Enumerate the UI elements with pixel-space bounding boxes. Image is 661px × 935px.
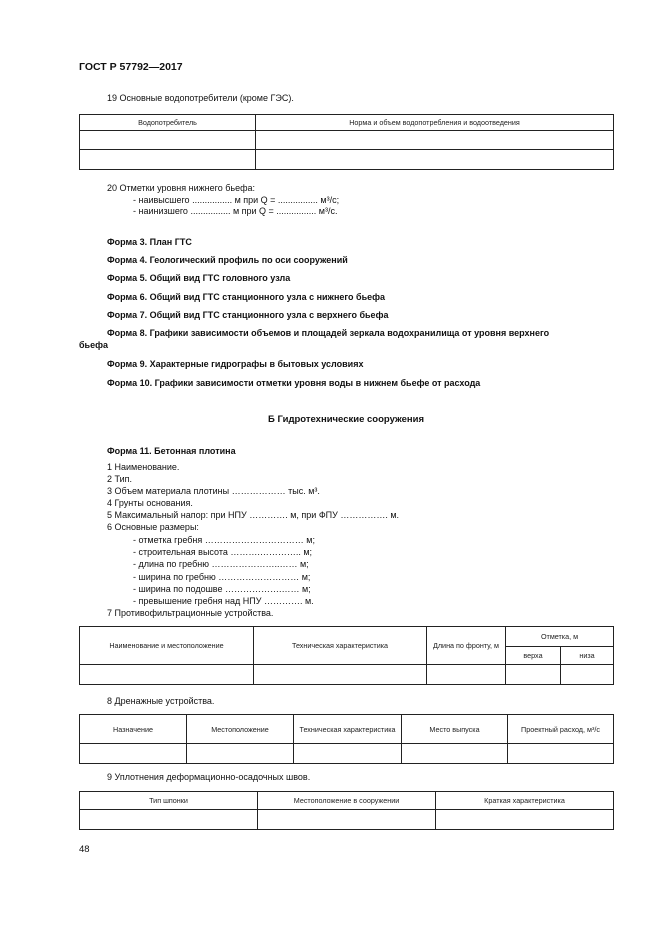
form-8-continued: бьефа — [79, 340, 108, 350]
form-3: Форма 3. План ГТС — [107, 237, 192, 247]
form-11-line-5: 5 Максимальный напор: при НПУ …………. м, при ФПУ ……………. м. — [107, 510, 400, 520]
dim-construction-height: - строительная высота ……….………….. м; — [133, 547, 313, 557]
table-row — [80, 665, 614, 685]
form-11-line-2: 2 Тип. — [107, 474, 133, 484]
col-purpose: Назначение — [80, 715, 187, 744]
col-elevation: Отметка, м — [506, 627, 614, 647]
form-5: Форма 5. Общий вид ГТС головного узла — [107, 273, 291, 283]
item-7-text: 7 Противофильтрационные устройства. — [107, 608, 274, 618]
col-water-consumer: Водопотребитель — [80, 115, 256, 131]
item-9-text: 9 Уплотнения деформационно-осадочных швов. — [107, 772, 311, 782]
form-7: Форма 7. Общий вид ГТС станционного узла с верхнего бьефа — [107, 310, 389, 320]
seal-joints-table — [79, 791, 614, 830]
anti-filtration-table — [79, 626, 614, 685]
page-header: ГОСТ Р 57792—2017 — [79, 61, 183, 73]
col-elevation-bottom: низа — [561, 647, 614, 665]
col-location-in-structure: Местоположение в сооружении — [258, 792, 436, 810]
form-4: Форма 4. Геологический профиль по оси сооружений — [107, 255, 348, 265]
form-10: Форма 10. Графики зависимости отметки уровня воды в нижнем бьефе от расхода — [107, 378, 481, 388]
form-11-title: Форма 11. Бетонная плотина — [107, 446, 236, 456]
item-20-line1: - наивысшего ................ м при Q = ................ м³/с; — [133, 195, 340, 205]
form-11-line-6: 6 Основные размеры: — [107, 522, 199, 532]
col-key-type: Тип шпонки — [80, 792, 258, 810]
col-location: Местоположение — [187, 715, 294, 744]
drainage-table — [79, 714, 614, 764]
col-tech-spec: Техническая характеристика — [254, 627, 427, 665]
col-tech-spec: Техническая характеристика — [294, 715, 402, 744]
form-6: Форма 6. Общий вид ГТС станционного узла с нижнего бьефа — [107, 292, 385, 302]
item-20-title: 20 Отметки уровня нижнего бьефа: — [107, 183, 255, 193]
water-consumers-table — [79, 114, 614, 170]
col-outlet-place: Место выпуска — [402, 715, 508, 744]
item-19-text: 19 Основные водопотребители (кроме ГЭС). — [107, 93, 294, 103]
section-title: Б Гидротехнические сооружения — [268, 414, 424, 425]
form-11-line-3: 3 Объем материала плотины ……………… тыс. м³. — [107, 486, 320, 496]
form-8: Форма 8. Графики зависимости объемов и площадей зеркала водохранилища от уровня верхнего — [107, 328, 550, 338]
dim-crest-above-npu: - превышение гребня над НПУ …………. м. — [133, 596, 314, 606]
col-design-discharge: Проектный расход, м³/с — [508, 715, 614, 744]
form-11-line-1: 1 Наименование. — [107, 462, 180, 472]
table-row — [80, 131, 614, 150]
form-9: Форма 9. Характерные гидрографы в бытовых условиях — [107, 359, 364, 369]
col-elevation-top: верха — [506, 647, 561, 665]
item-20-line2: - наинизшего ................ м при Q = ................ м³/с. — [133, 206, 338, 216]
col-brief-spec: Краткая характеристика — [436, 792, 614, 810]
dim-crest-length: - длина по гребню …………………..…… м; — [133, 559, 309, 569]
table-row — [80, 150, 614, 170]
dim-crest-elevation: - отметка гребня …………………………… м; — [133, 535, 315, 545]
form-11-line-4: 4 Грунты основания. — [107, 498, 193, 508]
page-number: 48 — [79, 844, 90, 855]
col-length-front: Длина по фронту, м — [427, 627, 506, 665]
col-water-norm: Норма и объем водопотребления и водоотведения — [256, 115, 614, 131]
col-name-location: Наименование и местоположение — [80, 627, 254, 665]
dim-crest-width: - ширина по гребню ……………………… м; — [133, 572, 311, 582]
dim-base-width: - ширина по подошве ……………….…… м; — [133, 584, 311, 594]
table-row — [80, 810, 614, 830]
item-8-text: 8 Дренажные устройства. — [107, 696, 215, 706]
table-row — [80, 744, 614, 764]
